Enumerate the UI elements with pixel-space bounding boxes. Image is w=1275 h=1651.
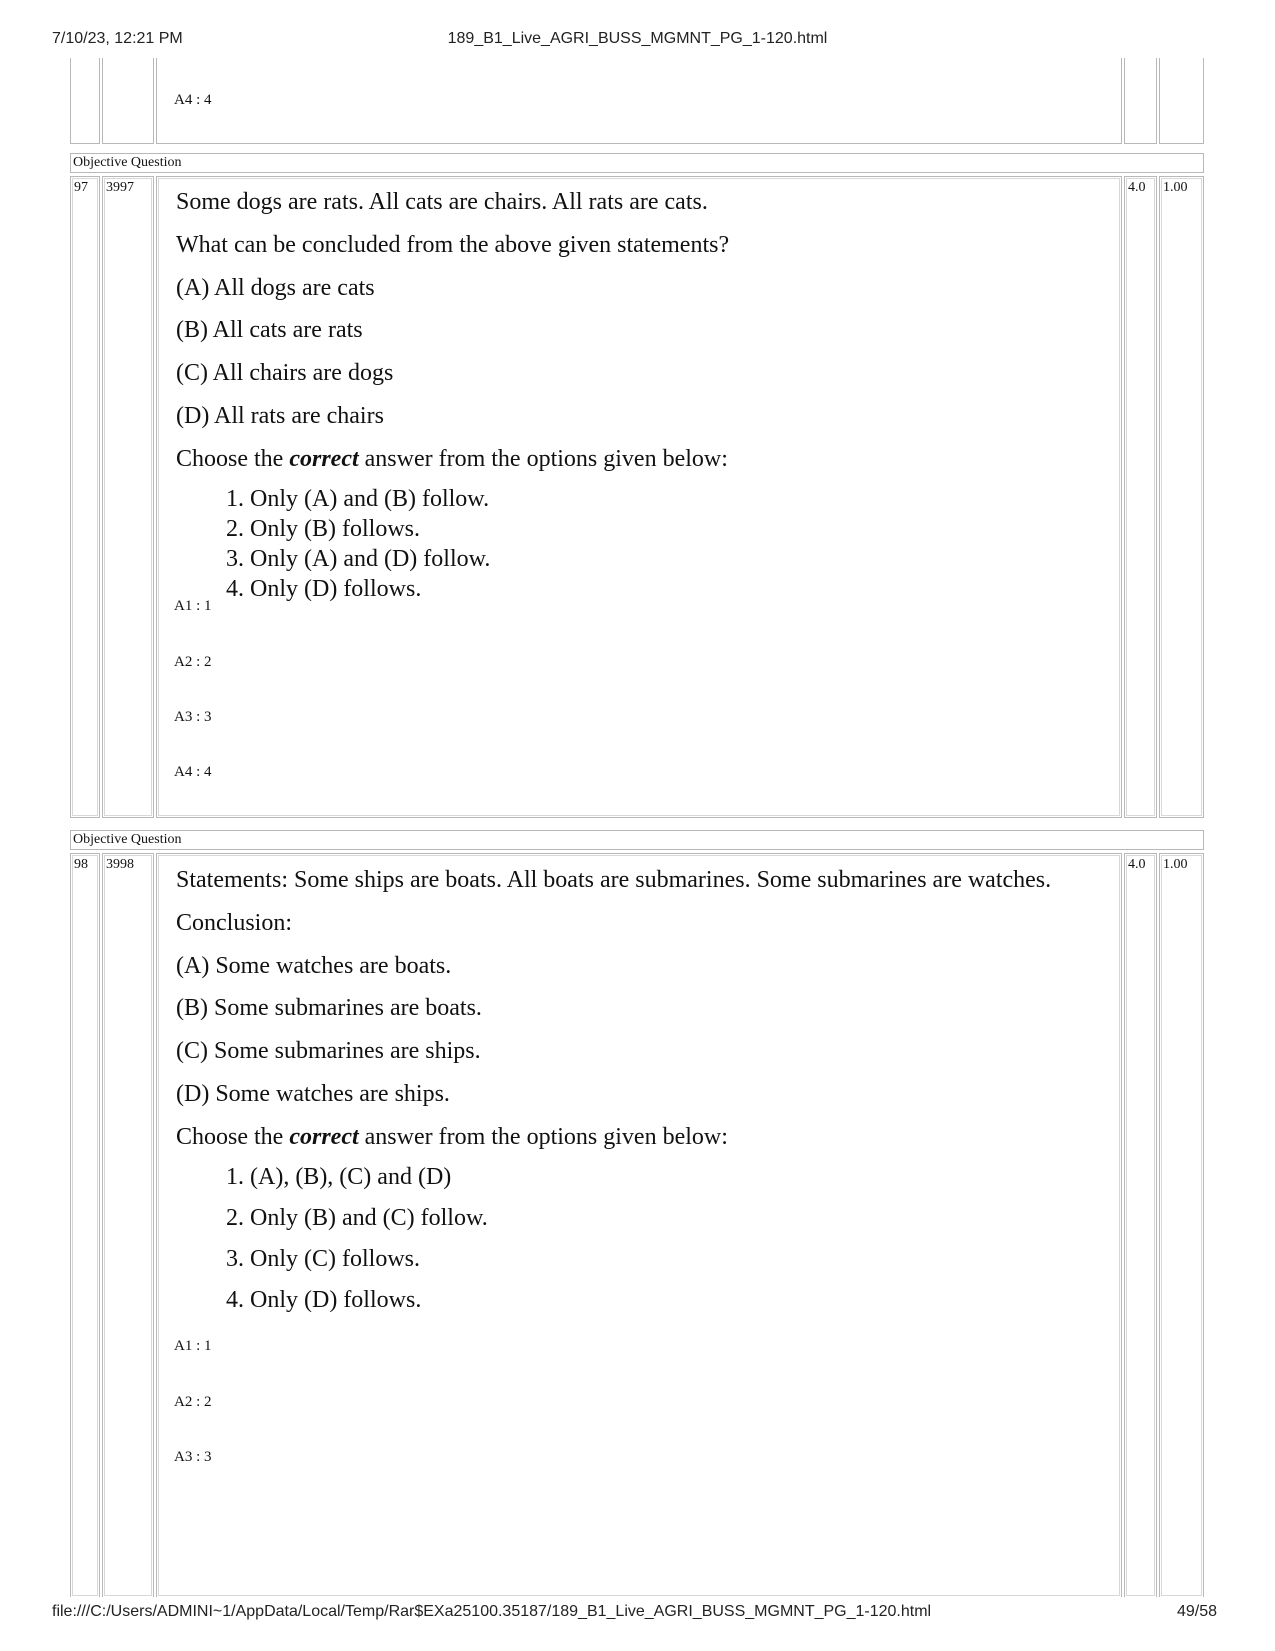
answer-option: A4 : 4 [174,92,212,108]
question-number: 97 [70,176,100,818]
print-date: 7/10/23, 12:21 PM [52,30,183,47]
question-marks: 4.0 [1124,853,1157,1597]
conclusion-option: (D) Some watches are ships. [176,1080,450,1107]
question-statement: Statements: Some ships are boats. All boats are submarines. Some submarines are watches. [176,867,1052,893]
answer-option: A1 : 1 [174,598,212,614]
page-number: 49/58 [1176,1603,1217,1620]
question-body [176,866,1096,1326]
question-type-band: Objective Question [70,830,1204,850]
prev-content-cell [156,58,1122,144]
choose-instruction: Choose the correct answer from the options given below: [176,1123,728,1150]
prev-marks-cell [1124,58,1157,144]
choice-list [176,484,1096,604]
choice-list [176,1162,1096,1315]
print-title: 189_B1_Live_AGRI_BUSS_MGMNT_PG_1-120.html [447,30,828,47]
choice-item: 2. Only (B) follows. [250,514,1096,544]
choice-item: 4. Only (D) follows. [250,574,1096,604]
question-negative-marks: 1.00 [1159,176,1204,818]
question-id: 3998 [102,853,154,1597]
question-type-band: Objective Question [70,153,1204,173]
prev-num-cell [70,58,100,144]
question-statement: Some dogs are rats. All cats are chairs. All rats are cats. [176,189,708,215]
question-marks: 4.0 [1124,176,1157,818]
question-prompt: What can be concluded from the above given statements? [176,231,730,258]
question-body [176,188,1096,604]
statement-option: (A) All dogs are cats [176,274,375,301]
conclusion-label: Conclusion: [176,909,293,936]
choice-item: 1. (A), (B), (C) and (D) [250,1162,1096,1192]
answer-option: A1 : 1 [174,1338,212,1354]
statement-option: (B) All cats are rats [176,317,363,344]
choice-item: 1. Only (A) and (B) follow. [250,484,1096,514]
answer-option: A2 : 2 [174,654,212,670]
statement-option: (C) All chairs are dogs [176,360,394,387]
choice-item: 4. Only (D) follows. [250,1285,1096,1315]
choice-item: 2. Only (B) and (C) follow. [250,1203,1096,1233]
question-id: 3997 [102,176,154,818]
statement-option: (D) All rats are chairs [176,402,384,429]
print-url: file:///C:/Users/ADMINI~1/AppData/Local/Temp/Rar$EXa25100.35187/189_B1_Live_AGRI_BUSS_MGMNT_PG_1-120.html [52,1603,932,1620]
answer-option: A4 : 4 [174,764,212,780]
conclusion-option: (C) Some submarines are ships. [176,1038,481,1065]
answer-option: A3 : 3 [174,1449,212,1465]
prev-id-cell [102,58,154,144]
answer-option: A3 : 3 [174,709,212,725]
choice-item: 3. Only (A) and (D) follow. [250,544,1096,574]
question-number: 98 [70,853,100,1597]
choice-item: 3. Only (C) follows. [250,1244,1096,1274]
conclusion-option: (B) Some submarines are boats. [176,995,482,1022]
prev-neg-cell [1159,58,1204,144]
question-negative-marks: 1.00 [1159,853,1204,1597]
choose-instruction: Choose the correct answer from the options given below: [176,445,728,472]
conclusion-option: (A) Some watches are boats. [176,952,452,979]
answer-option: A2 : 2 [174,1394,212,1410]
